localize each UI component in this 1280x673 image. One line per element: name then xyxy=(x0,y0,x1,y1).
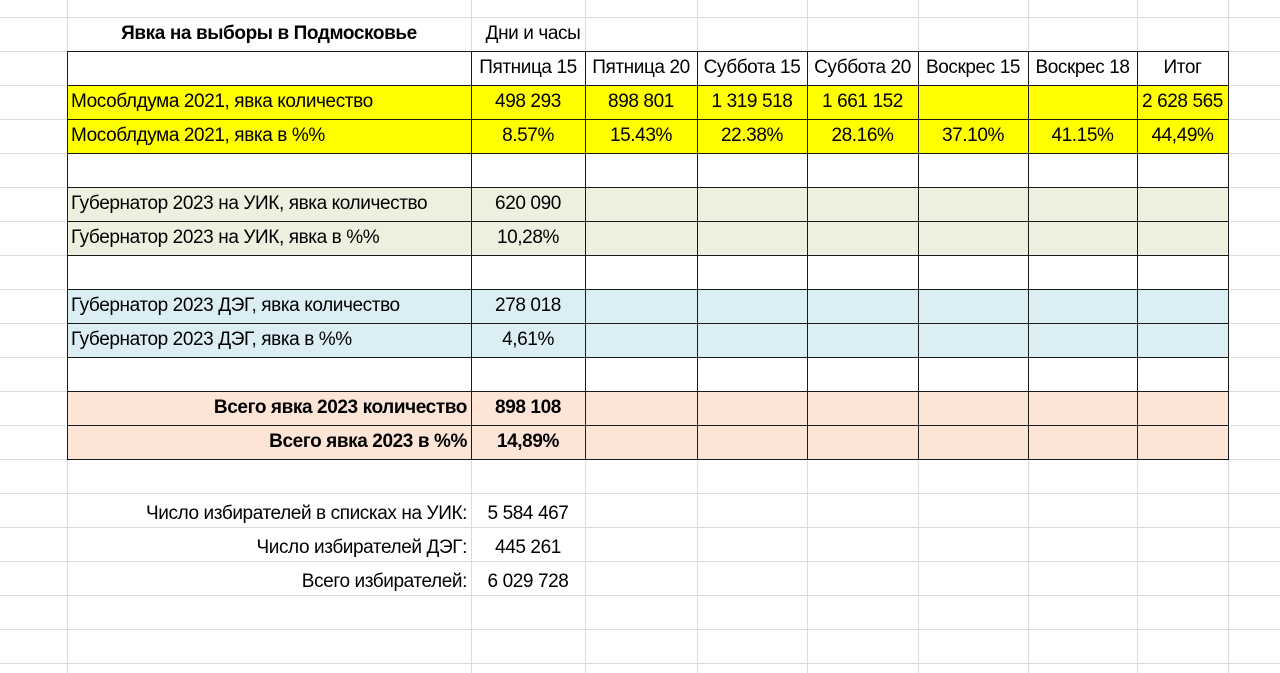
value-cell[interactable] xyxy=(1028,323,1137,357)
row-label[interactable] xyxy=(67,153,471,187)
value-cell[interactable]: 14,89% xyxy=(496,431,560,452)
voters-label[interactable]: Всего избирателей: xyxy=(301,571,467,592)
value-cell[interactable] xyxy=(918,153,1028,187)
row-label[interactable]: Мособлдума 2021, явка количество xyxy=(71,91,373,112)
table-border-horizontal xyxy=(67,459,1229,460)
days-hours-label[interactable]: Дни и часы xyxy=(485,23,581,44)
voters-label[interactable]: Число избирателей в списках на УИК: xyxy=(146,503,467,524)
row-label[interactable]: Мособлдума 2021, явка в %% xyxy=(71,125,325,146)
value-cell[interactable] xyxy=(1137,391,1228,425)
value-cell[interactable] xyxy=(1137,289,1228,323)
value-cell[interactable] xyxy=(1028,425,1137,459)
value-cell[interactable] xyxy=(697,323,807,357)
value-cell[interactable] xyxy=(697,221,807,255)
column-header[interactable]: Итог xyxy=(1163,57,1202,78)
value-cell[interactable]: 1 319 518 xyxy=(711,91,793,112)
value-cell[interactable]: 1 661 152 xyxy=(822,91,903,112)
row-label[interactable]: Губернатор 2023 ДЭГ, явка в %% xyxy=(71,329,352,350)
value-cell[interactable] xyxy=(1028,391,1137,425)
value-cell[interactable] xyxy=(1137,425,1228,459)
row-label[interactable] xyxy=(67,357,471,391)
voters-value[interactable]: 445 261 xyxy=(495,537,561,558)
value-cell[interactable] xyxy=(807,221,918,255)
row-label[interactable]: Губернатор 2023 ДЭГ, явка количество xyxy=(71,295,400,316)
value-cell[interactable] xyxy=(918,323,1028,357)
voters-value[interactable]: 5 584 467 xyxy=(487,503,569,524)
value-cell[interactable]: 10,28% xyxy=(496,227,560,248)
value-cell[interactable] xyxy=(697,255,807,289)
column-header[interactable]: Суббота 15 xyxy=(703,57,801,78)
value-cell[interactable] xyxy=(585,187,697,221)
column-header[interactable]: Воскрес 15 xyxy=(925,57,1021,78)
value-cell[interactable] xyxy=(585,221,697,255)
value-cell[interactable] xyxy=(585,425,697,459)
row-label[interactable]: Губернатор 2023 на УИК, явка в %% xyxy=(71,227,380,248)
value-cell[interactable] xyxy=(807,323,918,357)
value-cell[interactable] xyxy=(1137,221,1228,255)
value-cell[interactable] xyxy=(697,357,807,391)
column-header[interactable]: Пятница 15 xyxy=(479,57,577,78)
value-cell[interactable] xyxy=(807,153,918,187)
value-cell[interactable] xyxy=(1137,153,1228,187)
value-cell[interactable]: 898 801 xyxy=(608,91,674,112)
value-cell[interactable] xyxy=(585,391,697,425)
value-cell[interactable] xyxy=(1137,187,1228,221)
value-cell[interactable] xyxy=(807,391,918,425)
value-cell[interactable]: 278 018 xyxy=(495,295,561,316)
value-cell[interactable] xyxy=(697,391,807,425)
value-cell[interactable] xyxy=(697,425,807,459)
value-cell[interactable] xyxy=(585,357,697,391)
value-cell[interactable] xyxy=(585,323,697,357)
value-cell[interactable]: 498 293 xyxy=(495,91,561,112)
value-cell[interactable]: 44,49% xyxy=(1151,125,1214,146)
value-cell[interactable] xyxy=(1028,221,1137,255)
column-header[interactable]: Суббота 20 xyxy=(814,57,911,78)
value-cell[interactable] xyxy=(918,255,1028,289)
value-cell[interactable]: 4,61% xyxy=(502,329,554,350)
voters-value[interactable]: 6 029 728 xyxy=(487,571,569,592)
value-cell[interactable]: 22.38% xyxy=(720,125,784,146)
value-cell[interactable] xyxy=(1028,187,1137,221)
value-cell[interactable]: 2 628 565 xyxy=(1142,91,1223,112)
gridline-horizontal xyxy=(0,493,1280,494)
row-label[interactable]: Всего явка 2023 количество xyxy=(213,397,467,418)
value-cell[interactable]: 41.15% xyxy=(1051,125,1114,146)
value-cell[interactable] xyxy=(807,187,918,221)
value-cell[interactable] xyxy=(697,187,807,221)
value-cell[interactable] xyxy=(807,357,918,391)
voters-label[interactable]: Число избирателей ДЭГ: xyxy=(256,537,467,558)
value-cell[interactable] xyxy=(1028,289,1137,323)
value-cell[interactable]: 8.57% xyxy=(502,125,554,146)
value-cell[interactable] xyxy=(1028,357,1137,391)
value-cell[interactable] xyxy=(807,289,918,323)
value-cell[interactable] xyxy=(918,187,1028,221)
value-cell[interactable] xyxy=(918,85,1028,119)
sheet-title[interactable]: Явка на выборы в Подмосковье xyxy=(121,23,417,44)
value-cell[interactable] xyxy=(1137,255,1228,289)
value-cell[interactable] xyxy=(918,357,1028,391)
value-cell[interactable]: 15.43% xyxy=(609,125,673,146)
value-cell[interactable] xyxy=(585,289,697,323)
value-cell[interactable] xyxy=(1028,85,1137,119)
value-cell[interactable] xyxy=(471,153,585,187)
value-cell[interactable] xyxy=(1137,323,1228,357)
gridline-horizontal xyxy=(0,663,1280,664)
value-cell[interactable] xyxy=(585,255,697,289)
row-label[interactable] xyxy=(67,255,471,289)
value-cell[interactable]: 28.16% xyxy=(831,125,894,146)
value-cell[interactable] xyxy=(918,425,1028,459)
value-cell[interactable] xyxy=(697,289,807,323)
value-cell[interactable] xyxy=(1028,153,1137,187)
value-cell[interactable] xyxy=(807,255,918,289)
value-cell[interactable] xyxy=(1137,357,1228,391)
value-cell[interactable] xyxy=(1028,255,1137,289)
value-cell[interactable] xyxy=(471,255,585,289)
value-cell[interactable] xyxy=(471,357,585,391)
row-label[interactable]: Губернатор 2023 на УИК, явка количество xyxy=(71,193,428,214)
value-cell[interactable]: 37.10% xyxy=(941,125,1005,146)
value-cell[interactable] xyxy=(918,391,1028,425)
value-cell[interactable]: 898 108 xyxy=(495,397,561,418)
value-cell[interactable] xyxy=(807,425,918,459)
value-cell[interactable] xyxy=(918,221,1028,255)
table-border-vertical xyxy=(1228,51,1229,459)
row-label[interactable]: Всего явка 2023 в %% xyxy=(269,431,467,452)
value-cell[interactable] xyxy=(697,153,807,187)
value-cell[interactable]: 620 090 xyxy=(495,193,561,214)
value-cell[interactable] xyxy=(585,153,697,187)
column-header[interactable]: Пятница 20 xyxy=(592,57,690,78)
value-cell[interactable] xyxy=(918,289,1028,323)
column-header[interactable]: Воскрес 18 xyxy=(1035,57,1130,78)
gridline-horizontal xyxy=(0,629,1280,630)
